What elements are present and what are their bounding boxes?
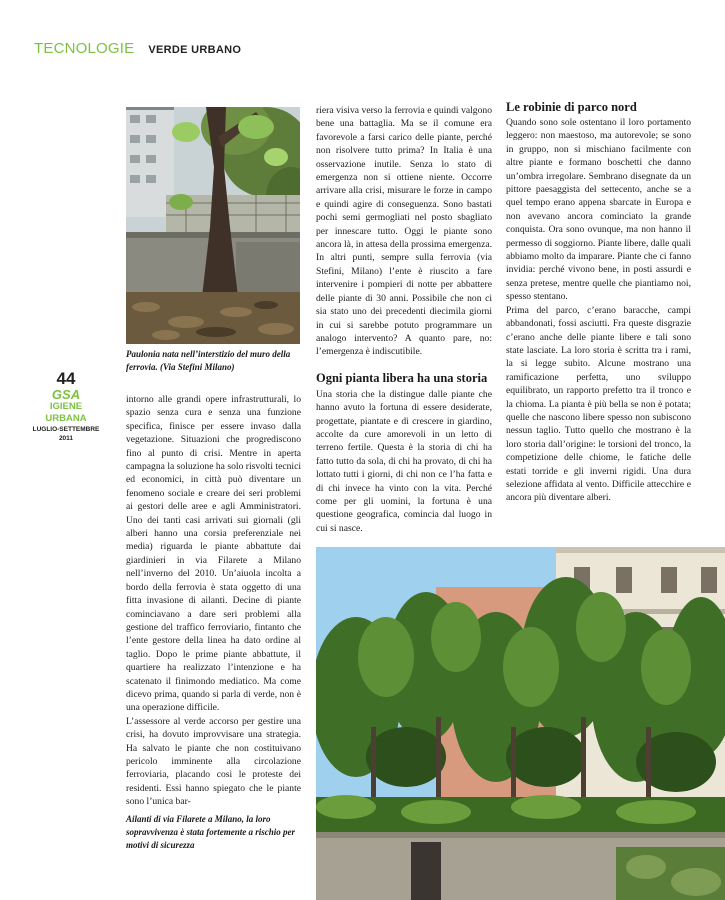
col2-paragraph: riera visiva verso la ferrovia e quindi valgono bene una battaglia. Ma se il comune era favorevole a farsi carico delle piante, perché non risolvere tutto prima? In Italia è una osservazione inutile. Senza lo stato di emergenza non si ottiene niente. Occorre arrivare alla crisi, misurare le forze in campo e quindi agire di conseguenza. Sono bastati pochi semi germogliati nel posto sbagliato per innescare tutto. Oggi le piante sono ancora là, in attesa della prossima emergenza. In altri punti, sempre sulla ferrovia (via Stefini, Milano) l’ente è riuscito a fare intervenire i pompieri di notte per abbattere delle piante di 30 anni. Possibile che non ci sia stato uno dei precedenti diecimila giorni in cui si sarebbe potuto programmare un analogo intervento? A quanto pare, no: l’emergenza è indiscutibile. <box>316 105 492 358</box>
section-label: TECNOLOGIE <box>34 40 135 57</box>
magazine-name: IGIENE URBANA <box>45 401 87 424</box>
section-heading: Le robinie di parco nord <box>506 100 637 114</box>
page-number: 44 <box>56 369 76 388</box>
photo2-caption: Ailanti di via Filarete a Milano, la loro sopravvivenza è stata fortemente a rischio per motivi di sicurezza <box>126 814 295 850</box>
col2-paragraph: Una storia che la distingue dalle piante che hanno avuto la fortuna di essere desiderate, progettate, piantate e di crescere in giardino, accolte da cure amorevoli in un letto di terreno fertile. Questa è la storia di chi ha fatto tutto da sola, di chi ha provato, di chi ha lottato tutti i giorni, di chi non ce l’ha fatta e di chi invece ha vinto con la vita. Perché come per gli uomini, la fortuna è una questione geografica, comincia dal luogo in cui si nasce. <box>316 388 492 534</box>
col3-paragraph: Prima del parco, c’erano baracche, campi abbandonati, fossi asciutti. Fra queste disgrazie c’erano anche delle piante libere e tali sono state lasciate. La loro storia è scritta tra i rami, la si legge subito. Alcune mostrano una ramificazione perfetta, uno sviluppo equilibrato, un rapporto prefetto tra il tronco e la chioma. La pianta è più bella se non è potata; quelle che nascono libere spesso non subiscono nessun taglio. Tutto quello che mostrano è la loro storia dall’origine: le torsioni del tronco, la competizione delle chiome, le fatiche delle estati torride e gli inverni rigidi. Una dura selezione affidata al vento. Difficile attecchire e ancora più diventare alberi. <box>506 304 691 504</box>
section-heading: Ogni pianta libera ha una storia <box>316 370 488 385</box>
running-header <box>34 40 241 58</box>
page-info <box>30 370 102 443</box>
subsection-label: VERDE URBANO <box>148 44 242 56</box>
column-3 <box>506 116 691 505</box>
col1-paragraph: L’assessore al verde accorso per gestire una crisi, ha dovuto improvvisare una strategia. Ha salvato le piante che non costituivano pericolo imminente alla circolazione ferroviaria, placando così le proteste dei residenti. Essi hanno spiegato che le piante sono l’unica bar- <box>126 715 301 808</box>
brand-logo: GSA <box>51 387 81 402</box>
paulownia-photo <box>126 107 300 344</box>
ailanthus-photo <box>316 547 725 900</box>
col1-paragraph: intorno alle grandi opere infrastrutturali, lo spazio senza cura e senza una funzione specifica, finisce per essere invaso dalla vegetazione. Situazioni che progrediscono fino al punto di crisi. Mentre in aperta campagna la soluzione ha solo risvolti tecnici ed economici, in città può diventare un fenomeno sociale e creare dei seri problemi ai gestori delle aree e agli Amministratori. Uno dei tanti casi arrivati sui giornali (gli alberi hanno una corsia preferenziale nei media) riguarda le piante abbattute dai giardinieri in via Filarete a Milano nell’inverno del 2010. Un’aiuola incolta a bordo della ferrovia è stata oggetto di una fitta invasione di ailanti. Decine di piante cominciavano a dare seri problemi alla gestione del traffico ferroviario, fintanto che l’ente gestore della linea ha dato ordine al taglio. Dopo le prime piante abbattute, il quartiere ha realizzato l’intenzione e ha scatenato il finimondo mediatico. Ma come dicevo prima, quando si parla di verde, non è una operazione difficile. <box>126 394 301 714</box>
col3-paragraph: Quando sono sole ostentano il loro portamento leggero: non maestoso, ma autorevole; se sono in gruppo, non si mischiano facilmente con altre piante e formano boschetti che danno un’ombra irregolare. Sembrano disegnate da un pittore paesaggista del settecento, anche se a quel tempo erano appena sbarcate in Europa e non avevano ancora cominciato la grande conquista. Ora sono ovunque, ma non hanno il permesso di soggiorno. Piante libere, dalle quali abbiamo molto da imparare. Piante che ci fanno invidia: perché vivono bene, in posti assurdi e senza pretese, mentre quelle che piantiamo noi, spesso stentano. <box>506 117 691 303</box>
column-2 <box>316 104 492 535</box>
photo1-caption: Paulonia nata nell’interstizio del muro della ferrovia. (Via Stefini Milano) <box>126 349 291 372</box>
issue-date: LUGLIO-SETTEMBRE 2011 <box>32 426 100 442</box>
column-1 <box>126 393 301 809</box>
